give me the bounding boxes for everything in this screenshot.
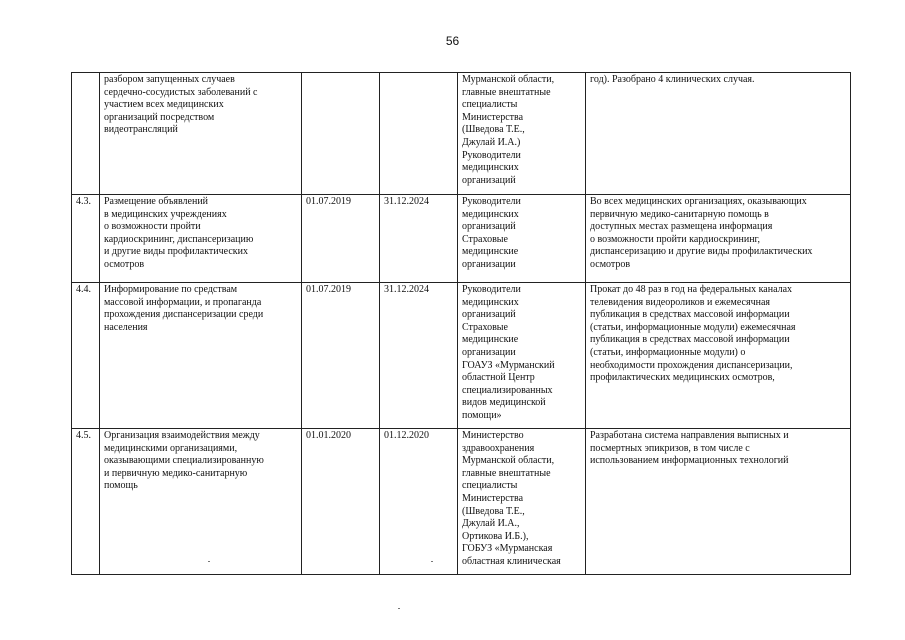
responsible: Мурманской области, главные внештатные специалисты Министерства (Шведова Т.Е., Джулай И.А.) Руководители медицинских организаций <box>458 73 586 195</box>
result: Прокат до 48 раз в год на федеральных каналах телевидения видеороликов и ежемесячная публикация в средствах массовой информации (статьи, информационные модули) ежемесячная публикация в средствах массовой информации (статьи, информационные модули) о необходимости прохождения диспансеризации, профилактических медицинских осмотров, <box>586 283 851 429</box>
item-number: 4.5. <box>72 429 100 575</box>
measure-name: Размещение объявлений в медицинских учреждениях о возможности пройти кардиоскрининг, диспансеризацию и другие виды профилактических осмотров <box>100 195 302 283</box>
scan-speck <box>208 561 210 562</box>
end-date: 31.12.2024 <box>380 283 458 429</box>
measure-name: разбором запущенных случаев сердечно-сосудистых заболеваний с участием всех медицинских организаций посредством видеотрансляций <box>100 73 302 195</box>
table-row <box>72 429 851 575</box>
item-number <box>72 73 100 195</box>
item-number: 4.4. <box>72 283 100 429</box>
result: год). Разобрано 4 клинических случая. <box>586 73 851 195</box>
end-date <box>380 73 458 195</box>
responsible: Руководители медицинских организаций Страховые медицинские организации <box>458 195 586 283</box>
start-date: 01.01.2020 <box>302 429 380 575</box>
start-date: 01.07.2019 <box>302 195 380 283</box>
scan-speck <box>398 608 400 609</box>
item-number: 4.3. <box>72 195 100 283</box>
action-plan-table <box>71 72 851 575</box>
measure-name: Организация взаимодействия между медицинскими организациями, оказывающими специализированную и первичную медико-санитарную помощь <box>100 429 302 575</box>
end-date: 31.12.2024 <box>380 195 458 283</box>
table-row <box>72 73 851 195</box>
table-row <box>72 195 851 283</box>
result: Во всех медицинских организациях, оказывающих первичную медико-санитарную помощь в доступных местах размещена информация о возможности пройти кардиоскрининг, диспансеризацию и другие виды профилактических осмотров <box>586 195 851 283</box>
end-date: 01.12.2020 <box>380 429 458 575</box>
responsible: Руководители медицинских организаций Страховые медицинские организации ГОАУЗ «Мурманский областной Центр специализированных видов медицинской помощи» <box>458 283 586 429</box>
start-date: 01.07.2019 <box>302 283 380 429</box>
scan-speck <box>431 561 433 562</box>
responsible: Министерство здравоохранения Мурманской области, главные внештатные специалисты Министерства (Шведова Т.Е., Джулай И.А., Ортикова И.Б.), ГОБУЗ «Мурманская областная клиническая <box>458 429 586 575</box>
measure-name: Информирование по средствам массовой информации, и пропаганда прохождения диспансеризации среди населения <box>100 283 302 429</box>
table-row <box>72 283 851 429</box>
page-number: 56 <box>445 34 460 48</box>
start-date <box>302 73 380 195</box>
result: Разработана система направления выписных и посмертных эпикризов, в том числе с использованием информационных технологий <box>586 429 851 575</box>
